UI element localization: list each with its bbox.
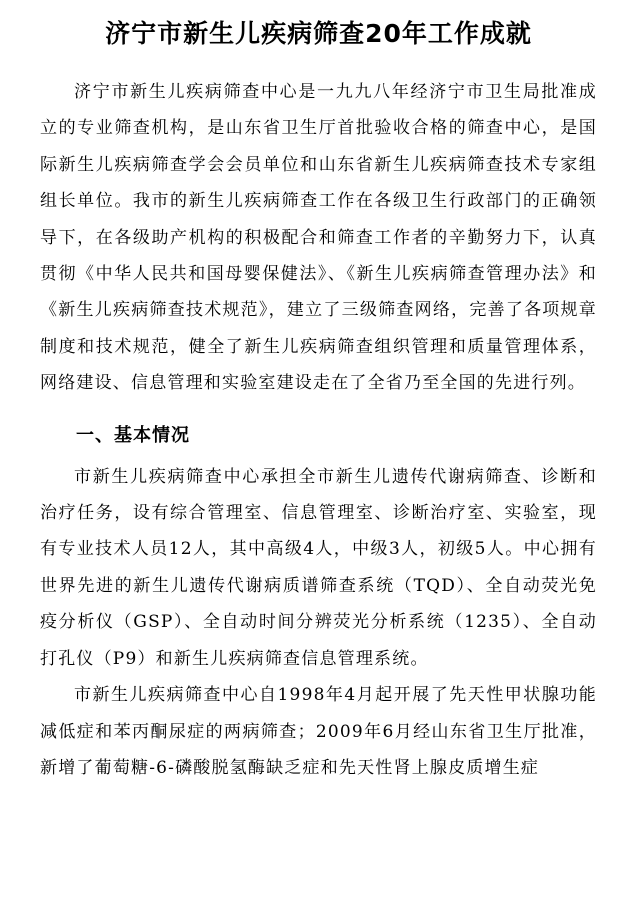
intro-paragraph: 济宁市新生儿疾病筛查中心是一九九八年经济宁市卫生局批准成立的专业筛查机构，是山东省卫生厅首批验收合格的筛查中心，是国际新生儿疾病筛查学会会员单位和山东省新生儿疾病筛查技术专家组组长单位。我市的新生儿疾病筛查工作在各级卫生行政部门的正确领导下，在各级助产机构的积极配合和筛查工作者的辛勤努力下，认真贯彻《中华人民共和国母婴保健法》、《新生儿疾病筛查管理办法》和《新生儿疾病筛查技术规范》，建立了三级筛查网络，完善了各项规章制度和技术规范，健全了新生儿疾病筛查组织管理和质量管理体系，网络建设、信息管理和实验室建设走在了全省乃至全国的先进行列。 — [40, 82, 597, 394]
document-title: 济宁市新生儿疾病筛查20年工作成就 — [105, 19, 532, 48]
section-paragraph: 市新生儿疾病筛查中心自1998年4月起开展了先天性甲状腺功能减低症和苯丙酮尿症的两病筛查；2009年6月经山东省卫生厅批准，新增了葡萄糖-6-磷酸脱氢酶缺乏症和先天性肾上腺皮质增生症 — [40, 685, 597, 778]
section-heading-basic-info: 一、基本情况 — [76, 424, 190, 446]
section-paragraph: 市新生儿疾病筛查中心承担全市新生儿遗传代谢病筛查、诊断和治疗任务，设有综合管理室、信息管理室、诊断治疗室、实验室，现有专业技术人员12人，其中高级4人，中级3人，初级5人。中心拥有世界先进的新生儿遗传代谢病质谱筛查系统（TQD）、全自动荧光免疫分析仪（GSP）、全自动时间分辨荧光分析系统（1235）、全自动打孔仪（P9）和新生儿疾病筛查信息管理系统。 — [40, 466, 597, 669]
